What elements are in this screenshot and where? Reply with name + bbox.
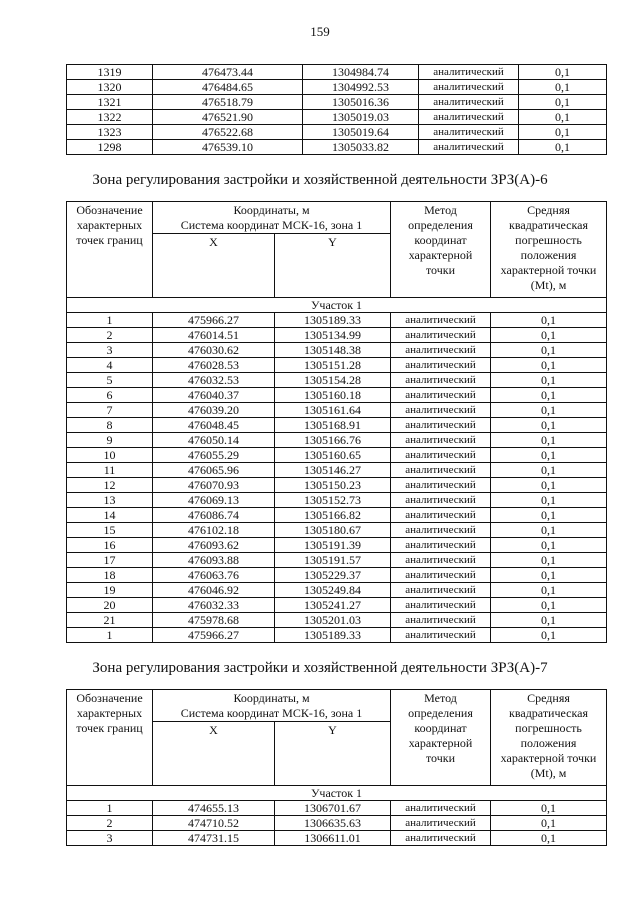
coord-y-cell: 1305166.82 <box>275 508 391 523</box>
point-number-cell: 17 <box>67 553 153 568</box>
coord-y-cell: 1305160.65 <box>275 448 391 463</box>
table-row <box>67 313 607 328</box>
zone6-table <box>66 201 607 643</box>
point-number-cell: 2 <box>67 816 153 831</box>
error-cell: 0,1 <box>491 343 607 358</box>
coord-y-cell: 1305033.82 <box>303 140 419 155</box>
coord-y-cell: 1305019.03 <box>303 110 419 125</box>
coord-x-cell: 476046.92 <box>153 583 275 598</box>
error-cell: 0,1 <box>519 80 607 95</box>
zone6-table-body <box>67 313 607 643</box>
point-number-cell: 1319 <box>67 65 153 80</box>
point-number-cell: 15 <box>67 523 153 538</box>
table-row <box>67 448 607 463</box>
table-row <box>67 613 607 628</box>
zone6-heading: Зона регулирования застройки и хозяйственной деятельности ЗРЗ(А)-6 <box>92 172 548 188</box>
coords-system: Система координат МСК-16, зона 1 <box>180 706 363 720</box>
point-number-cell: 9 <box>67 433 153 448</box>
table-row <box>67 816 607 831</box>
point-number-cell: 14 <box>67 508 153 523</box>
table-row <box>67 358 607 373</box>
table-row <box>67 343 607 358</box>
page-number: 159 <box>310 24 330 39</box>
error-cell: 0,1 <box>491 373 607 388</box>
col-point-header: Обозначение характерных точек границ <box>67 202 153 298</box>
coord-y-cell: 1305146.27 <box>275 463 391 478</box>
table-row <box>67 388 607 403</box>
method-cell: аналитический <box>391 493 491 508</box>
coord-x-cell: 476484.65 <box>153 80 303 95</box>
method-cell: аналитический <box>391 538 491 553</box>
coord-x-cell: 476102.18 <box>153 523 275 538</box>
point-number-cell: 13 <box>67 493 153 508</box>
method-cell: аналитический <box>419 65 519 80</box>
method-cell: аналитический <box>391 478 491 493</box>
method-cell: аналитический <box>391 598 491 613</box>
table-row <box>67 140 607 155</box>
error-cell: 0,1 <box>491 433 607 448</box>
method-cell: аналитический <box>391 343 491 358</box>
coord-x-cell: 476032.33 <box>153 598 275 613</box>
coord-y-cell: 1305241.27 <box>275 598 391 613</box>
error-cell: 0,1 <box>491 448 607 463</box>
error-cell: 0,1 <box>491 538 607 553</box>
error-cell: 0,1 <box>491 463 607 478</box>
table-row <box>67 80 607 95</box>
coord-x-cell: 474710.52 <box>153 816 275 831</box>
coord-y-cell: 1305150.23 <box>275 478 391 493</box>
error-cell: 0,1 <box>491 628 607 643</box>
coord-y-cell: 1305180.67 <box>275 523 391 538</box>
point-number-cell: 5 <box>67 373 153 388</box>
coord-x-cell: 476039.20 <box>153 403 275 418</box>
coords-title: Координаты, м <box>233 691 310 705</box>
point-number-cell: 2 <box>67 328 153 343</box>
point-number-cell: 1323 <box>67 125 153 140</box>
table-row <box>67 538 607 553</box>
coord-y-cell: 1306635.63 <box>275 816 391 831</box>
coord-x-cell: 476040.37 <box>153 388 275 403</box>
top-coordinates-table <box>66 64 607 155</box>
table-row <box>67 463 607 478</box>
method-cell: аналитический <box>419 95 519 110</box>
error-cell: 0,1 <box>491 508 607 523</box>
point-number-cell: 4 <box>67 358 153 373</box>
table-row <box>67 831 607 846</box>
point-number-cell: 1 <box>67 801 153 816</box>
table-row <box>67 418 607 433</box>
table-row <box>67 110 607 125</box>
point-number-cell: 1322 <box>67 110 153 125</box>
point-number-cell: 3 <box>67 831 153 846</box>
coord-x-cell: 475966.27 <box>153 628 275 643</box>
point-number-cell: 3 <box>67 343 153 358</box>
coord-x-cell: 476048.45 <box>153 418 275 433</box>
coord-x-cell: 474731.15 <box>153 831 275 846</box>
point-number-cell: 1320 <box>67 80 153 95</box>
col-method-header: Метод определения координат характерной точки <box>391 202 491 298</box>
coord-x-cell: 476473.44 <box>153 65 303 80</box>
col-coords-header <box>153 202 391 234</box>
coord-x-cell: 476086.74 <box>153 508 275 523</box>
error-cell: 0,1 <box>519 95 607 110</box>
method-cell: аналитический <box>391 403 491 418</box>
coord-y-cell: 1305152.73 <box>275 493 391 508</box>
point-number-cell: 1 <box>67 628 153 643</box>
method-cell: аналитический <box>391 523 491 538</box>
method-cell: аналитический <box>391 568 491 583</box>
point-number-cell: 7 <box>67 403 153 418</box>
method-cell: аналитический <box>391 373 491 388</box>
error-cell: 0,1 <box>491 816 607 831</box>
point-number-cell: 10 <box>67 448 153 463</box>
method-cell: аналитический <box>391 418 491 433</box>
coord-y-cell: 1306611.01 <box>275 831 391 846</box>
error-cell: 0,1 <box>491 831 607 846</box>
method-cell: аналитический <box>419 140 519 155</box>
method-cell: аналитический <box>391 831 491 846</box>
table-row <box>67 65 607 80</box>
coord-x-cell: 476070.93 <box>153 478 275 493</box>
point-number-cell: 6 <box>67 388 153 403</box>
coord-y-cell: 1305148.38 <box>275 343 391 358</box>
point-number-cell: 1298 <box>67 140 153 155</box>
coord-y-cell: 1305191.57 <box>275 553 391 568</box>
point-number-cell: 11 <box>67 463 153 478</box>
error-cell: 0,1 <box>519 65 607 80</box>
zone7-section-label: Участок 1 <box>67 786 607 801</box>
coord-x-cell: 476518.79 <box>153 95 303 110</box>
method-cell: аналитический <box>391 328 491 343</box>
coord-x-cell: 476032.53 <box>153 373 275 388</box>
table-row <box>67 95 607 110</box>
table-row <box>67 628 607 643</box>
error-cell: 0,1 <box>519 125 607 140</box>
coord-y-cell: 1305166.76 <box>275 433 391 448</box>
coord-y-cell: 1305160.18 <box>275 388 391 403</box>
table-row <box>67 433 607 448</box>
coord-x-cell: 476055.29 <box>153 448 275 463</box>
method-cell: аналитический <box>391 613 491 628</box>
error-cell: 0,1 <box>491 403 607 418</box>
table-row <box>67 508 607 523</box>
error-cell: 0,1 <box>491 583 607 598</box>
coords-system: Система координат МСК-16, зона 1 <box>180 218 363 232</box>
error-cell: 0,1 <box>491 328 607 343</box>
table-row <box>67 553 607 568</box>
coord-y-cell: 1306701.67 <box>275 801 391 816</box>
coord-y-cell: 1305168.91 <box>275 418 391 433</box>
table-row <box>67 373 607 388</box>
coord-y-cell: 1305134.99 <box>275 328 391 343</box>
zone6-section-label: Участок 1 <box>67 298 607 313</box>
col-error-header: Средняя квадратическая погрешность положения характерной точки (Mt), м <box>491 690 607 786</box>
coord-x-cell: 476093.88 <box>153 553 275 568</box>
coord-x-cell: 476539.10 <box>153 140 303 155</box>
method-cell: аналитический <box>391 313 491 328</box>
coord-y-cell: 1305191.39 <box>275 538 391 553</box>
error-cell: 0,1 <box>491 358 607 373</box>
method-cell: аналитический <box>419 80 519 95</box>
table-row <box>67 328 607 343</box>
table-row <box>67 403 607 418</box>
error-cell: 0,1 <box>491 523 607 538</box>
coord-y-cell: 1305019.64 <box>303 125 419 140</box>
method-cell: аналитический <box>419 110 519 125</box>
point-number-cell: 20 <box>67 598 153 613</box>
col-x-header: X <box>153 234 275 298</box>
coord-x-cell: 474655.13 <box>153 801 275 816</box>
error-cell: 0,1 <box>491 553 607 568</box>
col-point-header: Обозначение характерных точек границ <box>67 690 153 786</box>
table-row <box>67 598 607 613</box>
top-table-body <box>67 65 607 155</box>
method-cell: аналитический <box>391 448 491 463</box>
error-cell: 0,1 <box>491 388 607 403</box>
method-cell: аналитический <box>391 801 491 816</box>
error-cell: 0,1 <box>491 313 607 328</box>
point-number-cell: 21 <box>67 613 153 628</box>
error-cell: 0,1 <box>519 140 607 155</box>
coord-x-cell: 475978.68 <box>153 613 275 628</box>
error-cell: 0,1 <box>491 613 607 628</box>
method-cell: аналитический <box>391 463 491 478</box>
error-cell: 0,1 <box>491 801 607 816</box>
error-cell: 0,1 <box>491 418 607 433</box>
zone7-table <box>66 689 607 846</box>
table-row <box>67 125 607 140</box>
method-cell: аналитический <box>391 583 491 598</box>
col-y-header: Y <box>275 234 391 298</box>
error-cell: 0,1 <box>519 110 607 125</box>
coord-y-cell: 1305151.28 <box>275 358 391 373</box>
coord-x-cell: 476521.90 <box>153 110 303 125</box>
coord-y-cell: 1305016.36 <box>303 95 419 110</box>
point-number-cell: 19 <box>67 583 153 598</box>
coord-x-cell: 476028.53 <box>153 358 275 373</box>
coord-x-cell: 476050.14 <box>153 433 275 448</box>
method-cell: аналитический <box>391 508 491 523</box>
table-row <box>67 493 607 508</box>
coord-x-cell: 475966.27 <box>153 313 275 328</box>
col-x-header: X <box>153 722 275 786</box>
point-number-cell: 1321 <box>67 95 153 110</box>
error-cell: 0,1 <box>491 478 607 493</box>
table-row <box>67 583 607 598</box>
point-number-cell: 1 <box>67 313 153 328</box>
coord-y-cell: 1305161.64 <box>275 403 391 418</box>
point-number-cell: 12 <box>67 478 153 493</box>
col-method-header: Метод определения координат характерной точки <box>391 690 491 786</box>
error-cell: 0,1 <box>491 598 607 613</box>
coord-y-cell: 1305229.37 <box>275 568 391 583</box>
col-coords-header <box>153 690 391 722</box>
method-cell: аналитический <box>391 433 491 448</box>
coord-y-cell: 1305154.28 <box>275 373 391 388</box>
method-cell: аналитический <box>391 553 491 568</box>
zone6-section-row <box>67 298 607 313</box>
coord-y-cell: 1305189.33 <box>275 628 391 643</box>
error-cell: 0,1 <box>491 493 607 508</box>
table-row <box>67 568 607 583</box>
coord-y-cell: 1305201.03 <box>275 613 391 628</box>
method-cell: аналитический <box>419 125 519 140</box>
coord-y-cell: 1304984.74 <box>303 65 419 80</box>
coord-x-cell: 476069.13 <box>153 493 275 508</box>
coord-x-cell: 476014.51 <box>153 328 275 343</box>
method-cell: аналитический <box>391 388 491 403</box>
point-number-cell: 16 <box>67 538 153 553</box>
method-cell: аналитический <box>391 816 491 831</box>
col-y-header: Y <box>275 722 391 786</box>
coord-y-cell: 1305249.84 <box>275 583 391 598</box>
zone7-table-body <box>67 801 607 846</box>
method-cell: аналитический <box>391 628 491 643</box>
point-number-cell: 8 <box>67 418 153 433</box>
table-row <box>67 801 607 816</box>
coord-x-cell: 476065.96 <box>153 463 275 478</box>
point-number-cell: 18 <box>67 568 153 583</box>
coord-x-cell: 476093.62 <box>153 538 275 553</box>
zone6-header-row <box>67 202 607 234</box>
coord-x-cell: 476063.76 <box>153 568 275 583</box>
table-row <box>67 523 607 538</box>
zone7-section-row <box>67 786 607 801</box>
method-cell: аналитический <box>391 358 491 373</box>
coords-title: Координаты, м <box>233 203 310 217</box>
table-row <box>67 478 607 493</box>
coord-y-cell: 1305189.33 <box>275 313 391 328</box>
coord-y-cell: 1304992.53 <box>303 80 419 95</box>
zone7-header-row <box>67 690 607 722</box>
coord-x-cell: 476030.62 <box>153 343 275 358</box>
coord-x-cell: 476522.68 <box>153 125 303 140</box>
error-cell: 0,1 <box>491 568 607 583</box>
zone7-heading: Зона регулирования застройки и хозяйственной деятельности ЗРЗ(А)-7 <box>92 660 548 676</box>
col-error-header: Средняя квадратическая погрешность положения характерной точки (Mt), м <box>491 202 607 298</box>
